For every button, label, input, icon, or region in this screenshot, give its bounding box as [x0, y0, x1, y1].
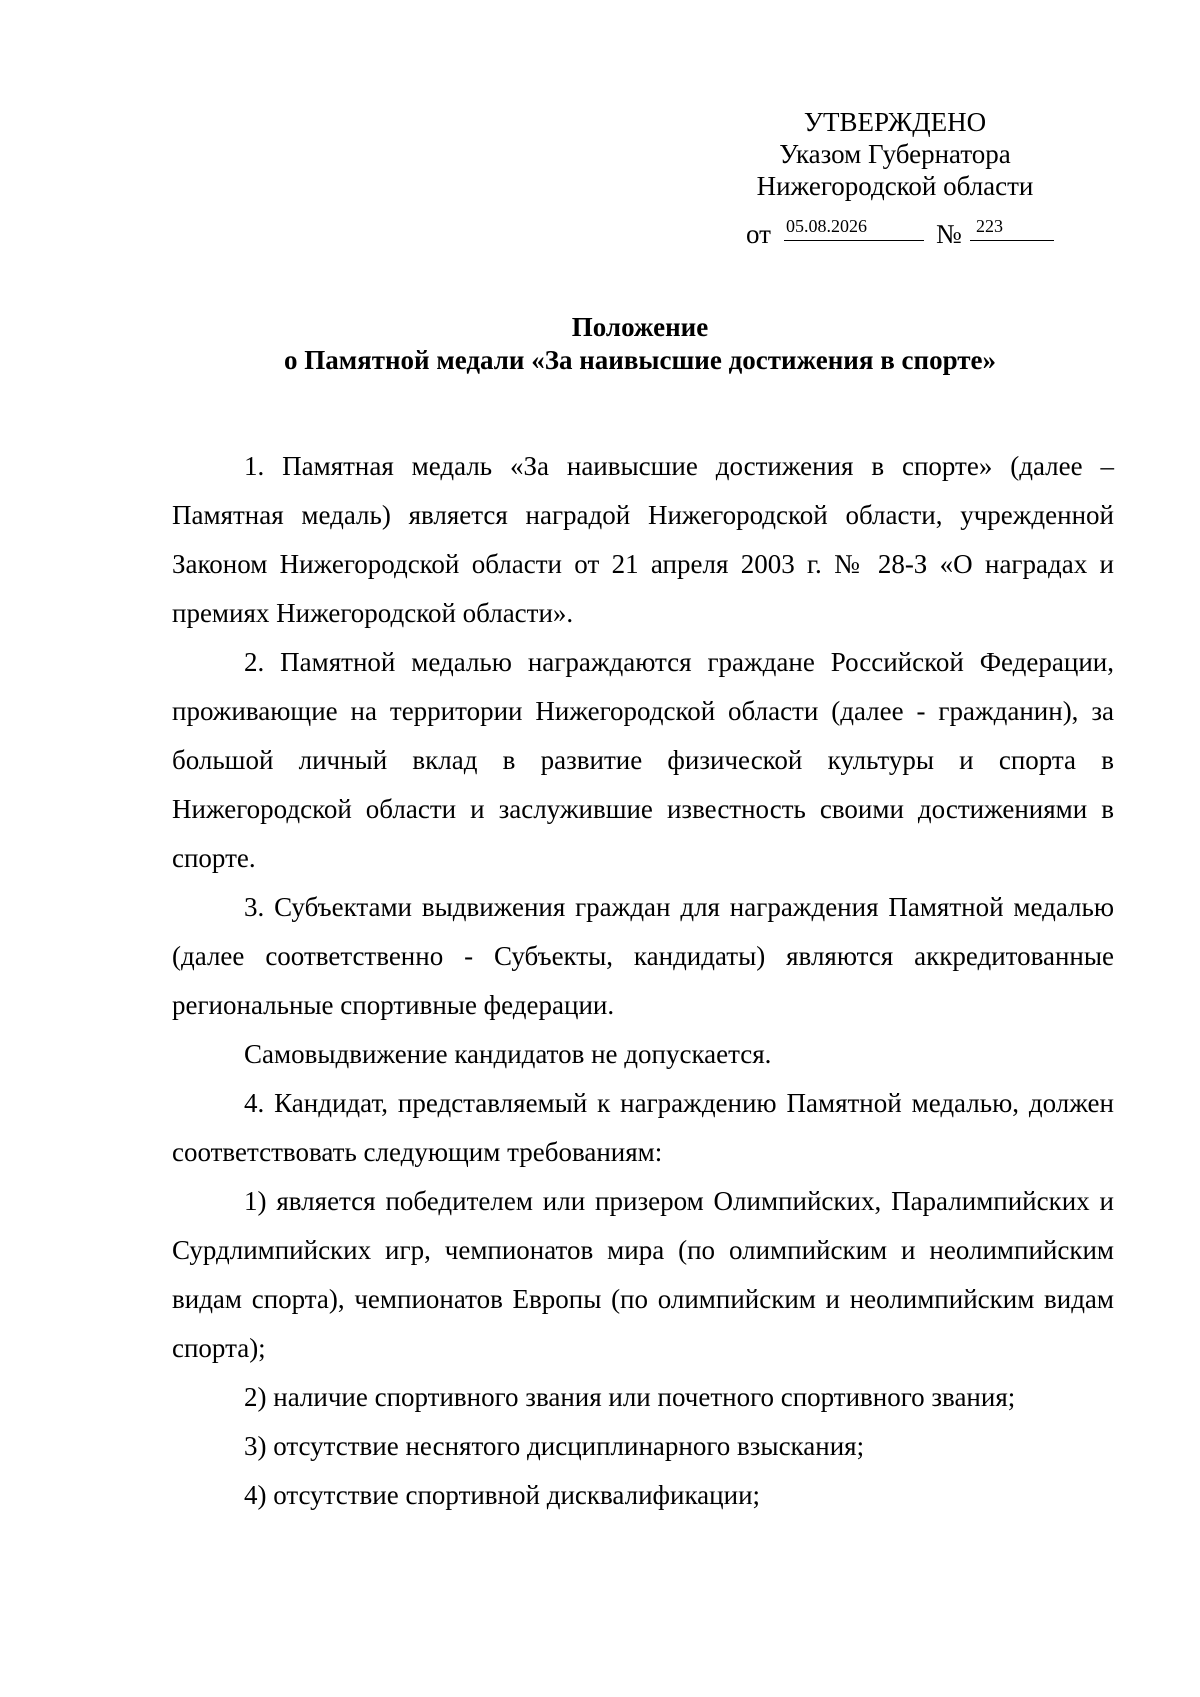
paragraph-1: 1. Памятная медаль «За наивысшие достижения в спорте» (далее – Памятная медаль) является наградой Нижегородской области, учрежденной Законом Нижегородской области от 21 апреля 2003 г. № 28-З «О наградах и премиях Нижегородской области». — [172, 451, 1114, 628]
date-prefix: от — [746, 219, 771, 249]
approval-date-row — [746, 213, 1066, 247]
approval-stamp — [700, 106, 1090, 202]
paragraph-3: 3. Субъектами выдвижения граждан для награждения Памятной медалью (далее соответственно - Субъекты, кандидаты) являются аккредитованные региональные спортивные федерации. — [172, 892, 1114, 1020]
requirement-2: 2) наличие спортивного звания или почетного спортивного звания; — [244, 1382, 1016, 1412]
paragraph-3-note: Самовыдвижение кандидатов не допускается. — [244, 1039, 772, 1069]
approval-date-field: 05.08.2026 — [784, 213, 924, 241]
paragraph-4: 4. Кандидат, представляемый к награждению Памятной медалью, должен соответствовать следующим требованиям: — [172, 1088, 1114, 1167]
approval-authority: Указом Губернатора — [779, 139, 1011, 169]
requirement-3: 3) отсутствие неснятого дисциплинарного взыскания; — [244, 1431, 865, 1461]
document-body — [172, 442, 1114, 1520]
requirement-4: 4) отсутствие спортивной дисквалификации; — [244, 1480, 761, 1510]
approval-heading: УТВЕРЖДЕНО — [803, 107, 987, 137]
approval-region: Нижегородской области — [756, 171, 1034, 201]
document-title — [160, 311, 1120, 377]
paragraph-2: 2. Памятной медалью награждаются граждане Российской Федерации, проживающие на территории Нижегородской области (далее - гражданин), за большой личный вклад в развитие физической культуры и спорта в Нижегородской области и заслужившие известность своими достижениями в спорте. — [172, 647, 1114, 873]
title-line-2: о Памятной медали «За наивысшие достижения в спорте» — [283, 345, 996, 375]
approval-number-field: 223 — [970, 213, 1054, 241]
requirement-1: 1) является победителем или призером Олимпийских, Паралимпийских и Сурдлимпийских игр, чемпионатов мира (по олимпийским и неолимпийским видам спорта), чемпионатов Европы (по олимпийским и неолимпийским видам спорта); — [172, 1186, 1114, 1363]
number-label: № — [936, 219, 962, 249]
title-line-1: Положение — [571, 312, 709, 342]
